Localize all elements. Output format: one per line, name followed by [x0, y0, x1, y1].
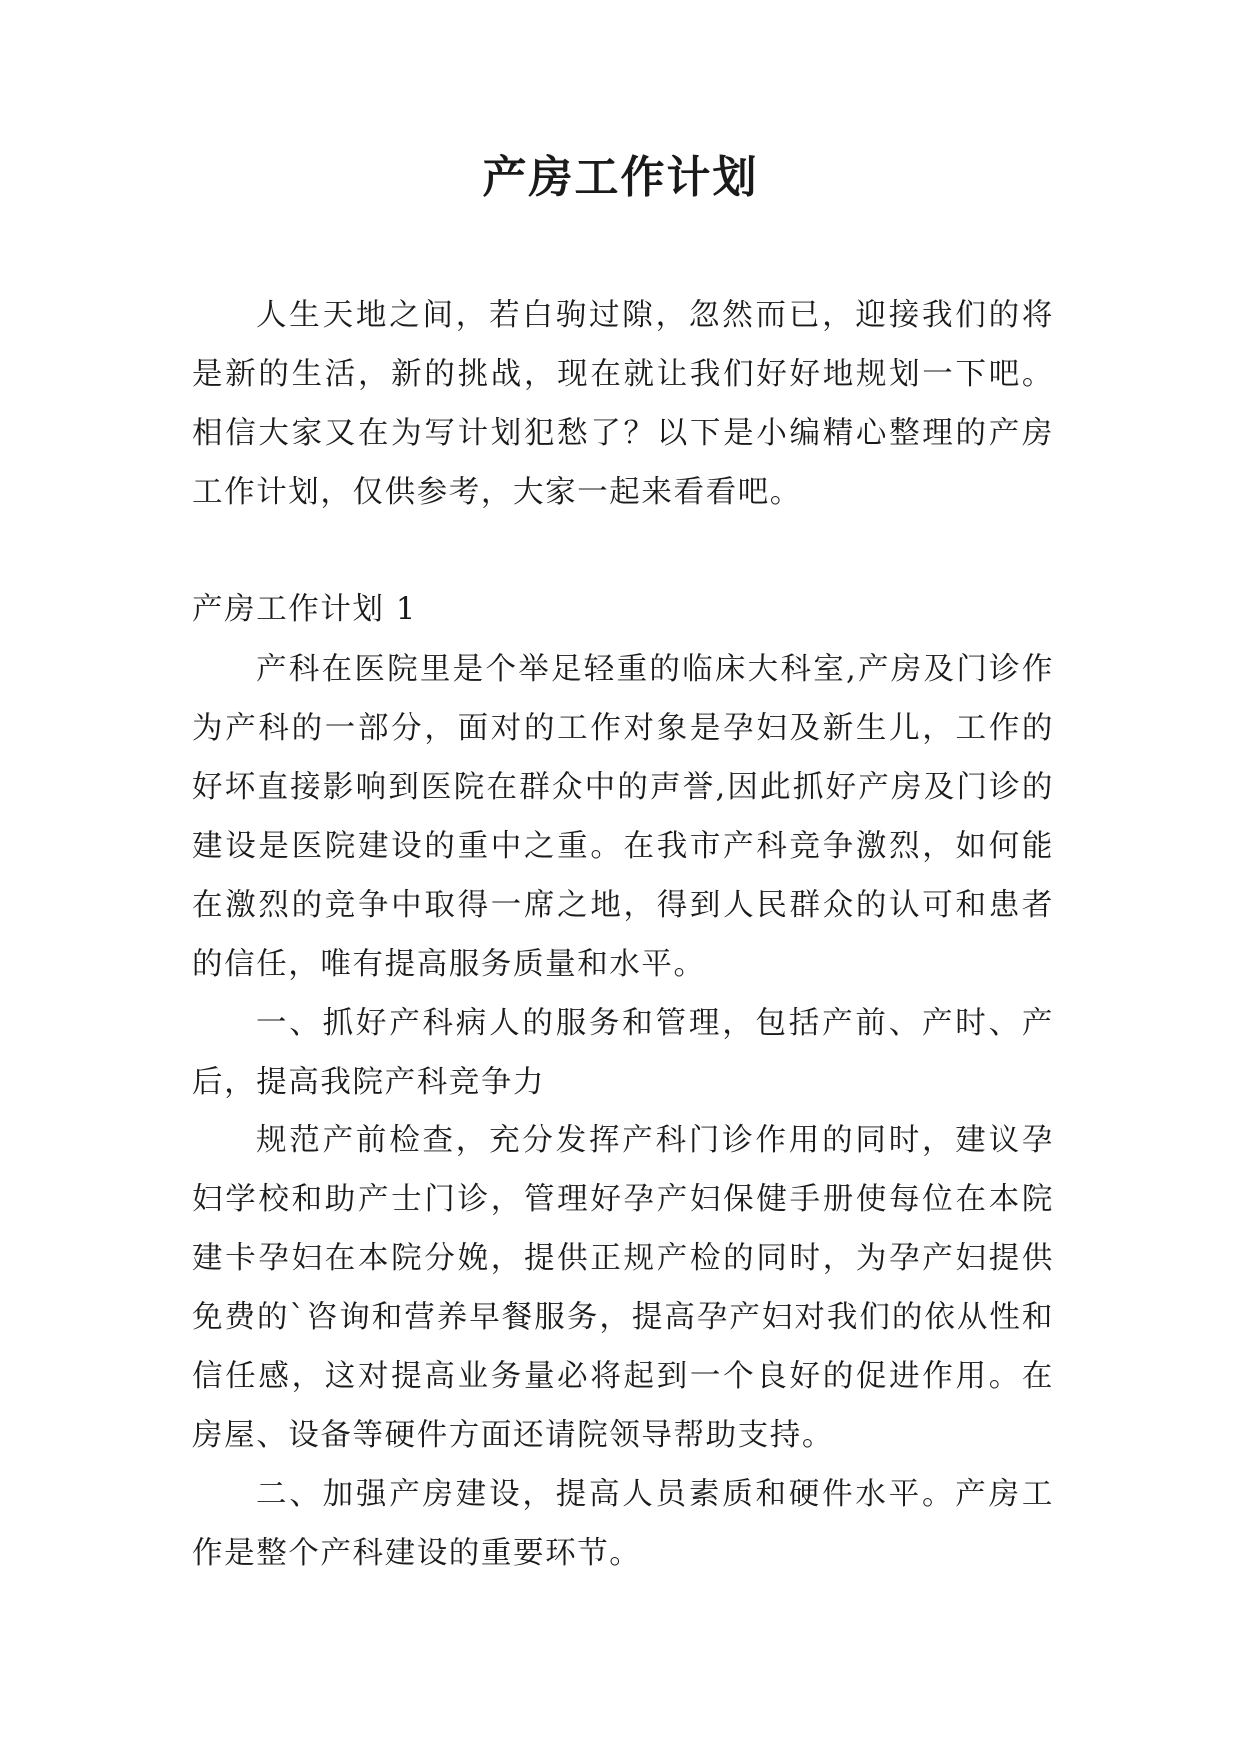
body-paragraph-2: 一、抓好产科病人的服务和管理，包括产前、产时、产后，提高我院产科竞争力: [192, 1006, 1054, 1100]
section-heading: 产房工作计划 1: [192, 592, 417, 627]
document-title: 产房工作计划: [482, 152, 759, 203]
body-paragraph-1: 产科在医院里是个举足轻重的临床大科室,产房及门诊作为产科的一部分，面对的工作对象是孕妇及新生儿，工作的好坏直接影响到医院在群众中的声誉,因此抓好产房及门诊的建设是医院建设的重中之重。在我市产科竞争激烈，如何能在激烈的竞争中取得一席之地，得到人民群众的认可和患者的信任，唯有提高服务质量和水平。: [192, 652, 1054, 982]
intro-paragraph: 人生天地之间，若白驹过隙，忽然而已，迎接我们的将是新的生活，新的挑战，现在就让我们好好地规划一下吧。相信大家又在为写计划犯愁了？以下是小编精心整理的产房工作计划，仅供参考，大家一起来看看吧。: [192, 298, 1054, 510]
body-paragraph-3: 规范产前检查，充分发挥产科门诊作用的同时，建议孕妇学校和助产士门诊，管理好孕产妇保健手册使每位在本院建卡孕妇在本院分娩，提供正规产检的同时，为孕产妇提供免费的`咨询和营养早餐服务，提高孕产妇对我们的依从性和信任感，这对提高业务量必将起到一个良好的促进作用。在房屋、设备等硬件方面还请院领导帮助支持。: [192, 1123, 1054, 1453]
body-paragraph-4: 二、加强产房建设，提高人员素质和硬件水平。产房工作是整个产科建设的重要环节。: [192, 1477, 1054, 1571]
